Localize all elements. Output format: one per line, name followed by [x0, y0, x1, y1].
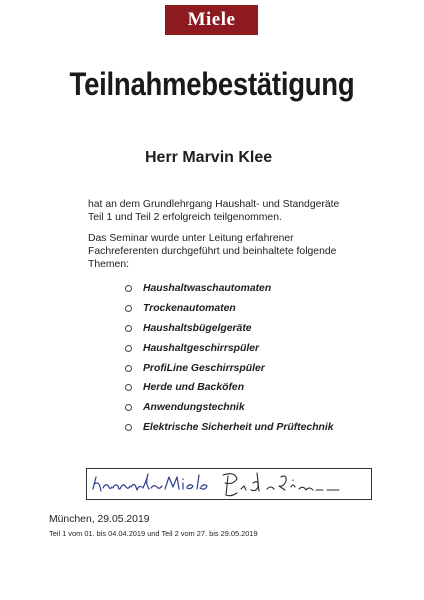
statement-line: hat an dem Grundlehrgang Haushalt- und Standgeräte: [88, 199, 340, 210]
bullet-circle-icon: [125, 384, 132, 391]
bullet-circle-icon: [125, 345, 132, 352]
seminar-description: [88, 232, 336, 271]
description-line: Das Seminar wurde unter Leitung erfahrener: [88, 233, 294, 244]
bullet-circle-icon: [125, 325, 132, 332]
topic-item: [123, 378, 334, 398]
recipient-name: Herr Marvin Klee: [145, 149, 273, 166]
course-period: Teil 1 vom 01. bis 04.04.2019 und Teil 2 vom 27. bis 29.05.2019: [49, 529, 258, 538]
statement-line: Teil 1 und Teil 2 erfolgreich teilgenommen.: [88, 212, 282, 223]
document-title: Teilnahmebestätigung: [69, 66, 355, 102]
bullet-circle-icon: [125, 305, 132, 312]
topic-item: [123, 338, 334, 358]
topic-label: Haushaltwaschautomaten: [143, 283, 272, 295]
topic-item: [123, 418, 334, 438]
topic-item: [123, 279, 334, 299]
topics-list: [123, 279, 334, 437]
topic-label: Herde und Backöfen: [143, 382, 245, 394]
miele-logo: [165, 5, 258, 35]
bullet-circle-icon: [125, 424, 132, 431]
signature-left: [93, 474, 207, 491]
topic-label: Haushaltsbügelgeräte: [143, 322, 252, 334]
topic-item: [123, 319, 334, 339]
topic-label: Haushaltgeschirrspüler: [143, 342, 260, 354]
place-and-date: München, 29.05.2019: [49, 514, 150, 525]
topic-label: Trockenautomaten: [143, 303, 236, 315]
description-line: Themen:: [88, 259, 130, 270]
topic-item: [123, 358, 334, 378]
bullet-circle-icon: [125, 404, 132, 411]
topic-label: Elektrische Sicherheit und Prüftechnik: [143, 421, 334, 433]
bullet-circle-icon: [125, 365, 132, 372]
logo-text: Miele: [187, 9, 236, 30]
signature-box: [86, 468, 372, 500]
completion-statement: [88, 198, 339, 224]
description-line: Fachreferenten durchgeführt und beinhaltete folgende: [88, 246, 337, 257]
handwritten-signatures: [87, 469, 373, 501]
bullet-circle-icon: [125, 285, 132, 292]
topic-item: [123, 398, 334, 418]
topic-label: Anwendungstechnik: [143, 402, 245, 414]
signature-right: [223, 473, 339, 496]
topic-label: ProfiLine Geschirrspüler: [143, 362, 265, 374]
topic-item: [123, 299, 334, 319]
